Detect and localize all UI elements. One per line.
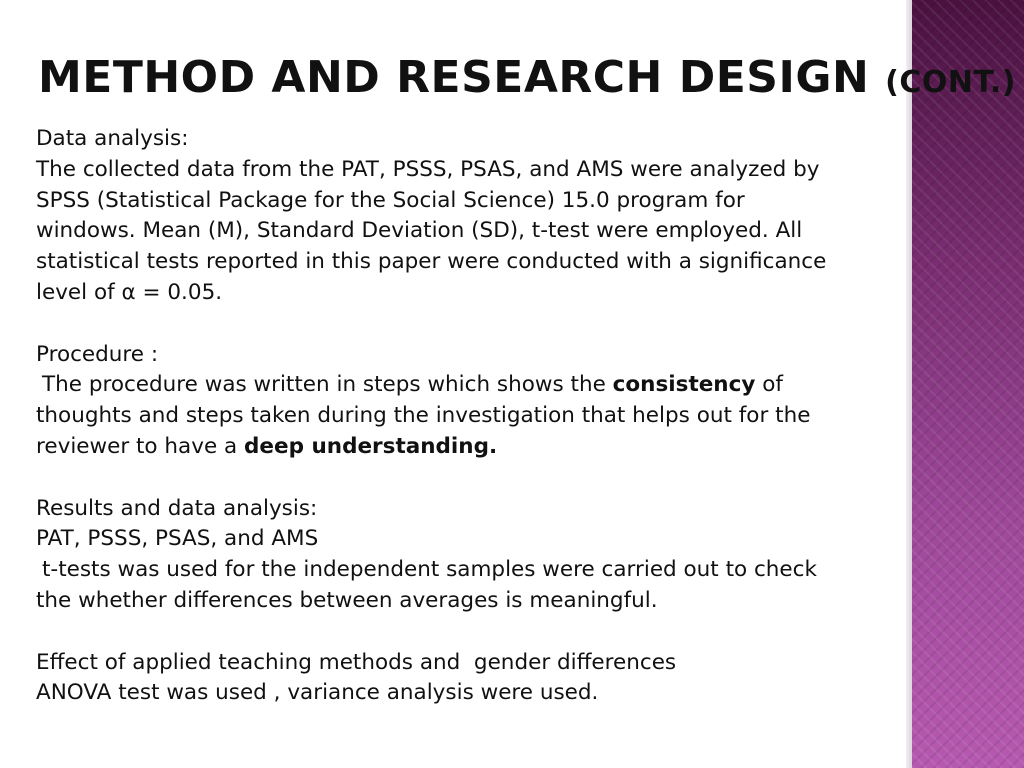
procedure-line-2: thoughts and steps taken during the investigation that helps out for the <box>36 403 811 429</box>
procedure-emphasis-deep-understanding: deep understanding. <box>244 433 498 459</box>
procedure-emphasis-consistency: consistency <box>612 372 756 398</box>
procedure-line-1-tail: of <box>755 372 783 398</box>
data-analysis-line-5: level of α = 0.05. <box>36 279 223 305</box>
effect-line-1: Effect of applied teaching methods and gender differences <box>36 649 677 675</box>
procedure-line-1 <box>36 370 898 401</box>
data-analysis-line-3: windows. Mean (M), Standard Deviation (SD), t-test were employed. All <box>36 218 803 244</box>
decorative-side-band <box>912 0 1024 768</box>
data-analysis-line-4: statistical tests reported in this paper were conducted with a significance <box>36 249 827 275</box>
results-line-1: PAT, PSSS, PSAS, and AMS <box>36 526 319 552</box>
results-line-3: the whether differences between averages is meaningful. <box>36 587 658 613</box>
procedure-line-3 <box>36 432 898 463</box>
paragraph-gap <box>36 309 898 340</box>
data-analysis-line-2: SPSS (Statistical Package for the Social Science) 15.0 program for <box>36 187 745 213</box>
procedure-line-3-text: reviewer to have a <box>36 433 245 459</box>
procedure-heading: Procedure : <box>36 341 159 367</box>
data-analysis-line-1: The collected data from the PAT, PSSS, PSAS, and AMS were analyzed by <box>36 156 820 182</box>
results-line-2: t-tests was used for the independent samples were carried out to check <box>42 557 817 583</box>
effect-line-2: ANOVA test was used , variance analysis were used. <box>36 680 599 706</box>
slide-title <box>38 48 1016 113</box>
slide-title-suffix: (CONT.) <box>885 65 1016 100</box>
paragraph-gap <box>36 463 898 494</box>
slide-title-main: METHOD AND RESEARCH DESIGN <box>38 52 870 103</box>
slide-body <box>36 124 898 709</box>
results-heading: Results and data analysis: <box>36 495 318 521</box>
procedure-line-1-text: The procedure was written in steps which shows the <box>42 372 613 398</box>
paragraph-gap <box>36 617 898 648</box>
data-analysis-heading: Data analysis: <box>36 126 189 151</box>
